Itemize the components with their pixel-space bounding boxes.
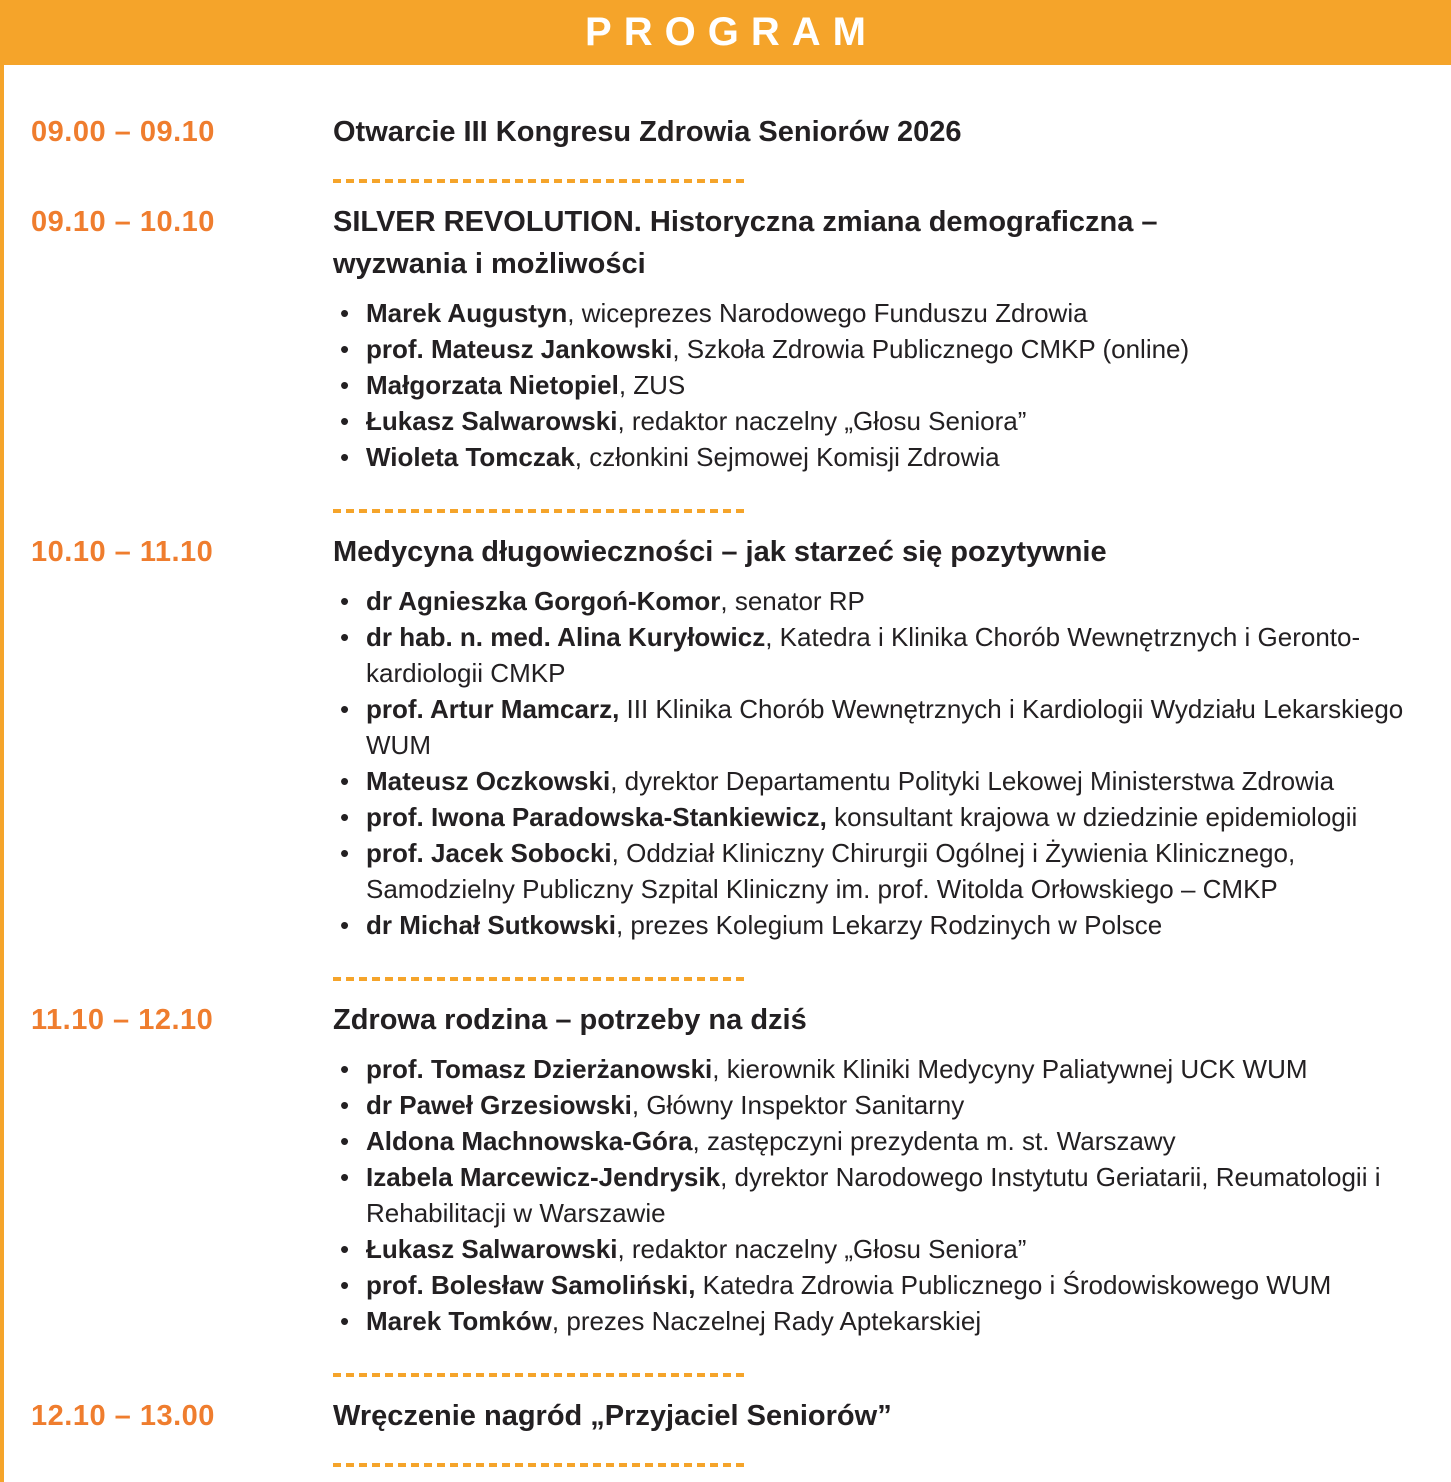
speaker-name: prof. Jacek Sobocki <box>366 838 612 868</box>
speaker-name: Izabela Marcewicz-Jendrysik <box>366 1162 721 1192</box>
speaker-item <box>333 1087 1429 1123</box>
session-title: Medycyna długowieczności – jak starzeć się pozytywnie <box>333 536 1107 568</box>
speaker-item <box>333 835 1429 907</box>
speaker-item <box>333 1123 1429 1159</box>
speaker-role: , prezes Naczelnej Rady Aptekarskiej <box>551 1306 982 1336</box>
session-title: Zdrowa rodzina – potrzeby na dziś <box>333 1004 807 1036</box>
speaker-name: Łukasz Salwarowski <box>366 1234 618 1264</box>
session-time: 10.10 – 11.10 <box>31 536 214 568</box>
speaker-role: Katedra Zdrowia Publicznego i Środowiskowego WUM <box>695 1270 1332 1300</box>
speaker-item <box>333 1051 1429 1087</box>
bullet-icon: • <box>340 334 350 364</box>
speaker-role: , senator RP <box>720 586 865 616</box>
bullet-icon: • <box>340 1054 350 1084</box>
dashed-divider <box>333 1373 745 1377</box>
speaker-name: dr Agnieszka Gorgoń-Komor <box>366 586 721 616</box>
session-opening <box>4 111 1451 153</box>
speaker-name: Marek Tomków <box>366 1306 552 1336</box>
speaker-role: , dyrektor Narodowego Instytutu Geriatarii, Reumatologii i Rehabilitacji w Warszawie <box>366 1162 1381 1228</box>
speaker-list <box>333 583 1429 943</box>
speaker-item <box>333 619 1429 691</box>
speaker-role: , Oddział Kliniczny Chirurgii Ogólnej i Żywienia Klinicznego, Samodzielny Publiczny Szpital Kliniczny im. prof. Witolda Orłowskiego – CMKP <box>366 838 1296 904</box>
bullet-icon: • <box>340 406 350 436</box>
speaker-role: konsultant krajowa w dziedzinie epidemiologii <box>826 802 1358 832</box>
speaker-role: , Szkoła Zdrowia Publicznego CMKP (online) <box>672 334 1190 364</box>
bullet-icon: • <box>340 586 350 616</box>
speaker-role: , członkini Sejmowej Komisji Zdrowia <box>574 442 1000 472</box>
speaker-item <box>333 1159 1429 1231</box>
speaker-item <box>333 691 1429 763</box>
session-time: 12.10 – 13.00 <box>31 1400 215 1432</box>
bullet-icon: • <box>340 1090 350 1120</box>
speaker-role: , zastępczyni prezydenta m. st. Warszawy <box>692 1126 1176 1156</box>
session-time: 11.10 – 12.10 <box>31 1004 214 1036</box>
speaker-name: dr hab. n. med. Alina Kuryłowicz <box>366 622 766 652</box>
speaker-name: Marek Augustyn <box>366 298 568 328</box>
speaker-role: , Główny Inspektor Sanitarny <box>631 1090 965 1120</box>
speaker-role: , wiceprezes Narodowego Funduszu Zdrowia <box>567 298 1088 328</box>
page-title: PROGRAM <box>585 10 878 54</box>
speaker-item <box>333 763 1429 799</box>
dashed-divider <box>333 509 745 513</box>
speaker-name: Łukasz Salwarowski <box>366 406 618 436</box>
speaker-item <box>333 907 1429 943</box>
bullet-icon: • <box>340 370 350 400</box>
bullet-icon: • <box>340 1270 350 1300</box>
speaker-name: Mateusz Oczkowski <box>366 766 611 796</box>
speaker-role: , redaktor naczelny „Głosu Seniora” <box>617 406 1027 436</box>
dashed-divider <box>333 179 745 183</box>
bullet-icon: • <box>340 1162 350 1192</box>
speaker-list <box>333 1051 1429 1339</box>
bullet-icon: • <box>340 766 350 796</box>
speaker-role: , ZUS <box>618 370 686 400</box>
speaker-name: prof. Tomasz Dzierżanowski <box>366 1054 713 1084</box>
session-silver-revolution <box>4 201 1451 483</box>
speaker-name: Małgorzata Nietopiel <box>366 370 619 400</box>
speaker-role: , Katedra i Klinika Chorób Wewnętrznych i Geronto-kardiologii CMKP <box>366 622 1361 688</box>
speaker-item <box>333 1303 1429 1339</box>
session-medycyna-dlugowiecznosci <box>4 531 1451 951</box>
bullet-icon: • <box>340 1306 350 1336</box>
speaker-item <box>333 439 1429 475</box>
dashed-divider <box>333 977 745 981</box>
speaker-role: , redaktor naczelny „Głosu Seniora” <box>617 1234 1027 1264</box>
speaker-list <box>333 295 1429 475</box>
session-title: Wręczenie nagród „Przyjaciel Seniorów” <box>333 1400 892 1432</box>
speaker-name: prof. Mateusz Jankowski <box>366 334 673 364</box>
session-zdrowa-rodzina <box>4 999 1451 1347</box>
speaker-item <box>333 403 1429 439</box>
speaker-item <box>333 1231 1429 1267</box>
session-title: Otwarcie III Kongresu Zdrowia Seniorów 2026 <box>333 116 962 148</box>
bullet-icon: • <box>340 910 350 940</box>
speaker-name: prof. Artur Mamcarz, <box>366 694 620 724</box>
bullet-icon: • <box>340 802 350 832</box>
speaker-item <box>333 1267 1429 1303</box>
speaker-name: Wioleta Tomczak <box>366 442 575 472</box>
speaker-name: prof. Iwona Paradowska-Stankiewicz, <box>366 802 827 832</box>
speaker-name: dr Paweł Grzesiowski <box>366 1090 632 1120</box>
bullet-icon: • <box>340 694 350 724</box>
program-body <box>0 65 1451 1482</box>
session-wreczenie-nagrod <box>4 1395 1451 1437</box>
speaker-name: Aldona Machnowska-Góra <box>366 1126 693 1156</box>
speaker-role: III Klinika Chorób Wewnętrznych i Kardiologii Wydziału Lekarskiego WUM <box>366 694 1404 760</box>
speaker-name: prof. Bolesław Samoliński, <box>366 1270 696 1300</box>
speaker-item <box>333 367 1429 403</box>
bullet-icon: • <box>340 442 350 472</box>
speaker-role: , dyrektor Departamentu Polityki Lekowej Ministerstwa Zdrowia <box>610 766 1335 796</box>
bullet-icon: • <box>340 622 350 652</box>
speaker-item <box>333 583 1429 619</box>
speaker-item <box>333 799 1429 835</box>
bullet-icon: • <box>340 1234 350 1264</box>
speaker-role: , prezes Kolegium Lekarzy Rodzinych w Polsce <box>615 910 1163 940</box>
dashed-divider <box>333 1463 745 1467</box>
speaker-name: dr Michał Sutkowski <box>366 910 616 940</box>
session-time: 09.00 – 09.10 <box>31 116 215 148</box>
bullet-icon: • <box>340 1126 350 1156</box>
bullet-icon: • <box>340 298 350 328</box>
program-banner <box>0 0 1451 65</box>
speaker-role: , kierownik Kliniki Medycyny Paliatywnej UCK WUM <box>712 1054 1308 1084</box>
session-title: SILVER REVOLUTION. Historyczna zmiana demograficzna – wyzwania i możliwości <box>333 206 1158 280</box>
bullet-icon: • <box>340 838 350 868</box>
speaker-item <box>333 295 1429 331</box>
speaker-item <box>333 331 1429 367</box>
session-time: 09.10 – 10.10 <box>31 206 215 238</box>
